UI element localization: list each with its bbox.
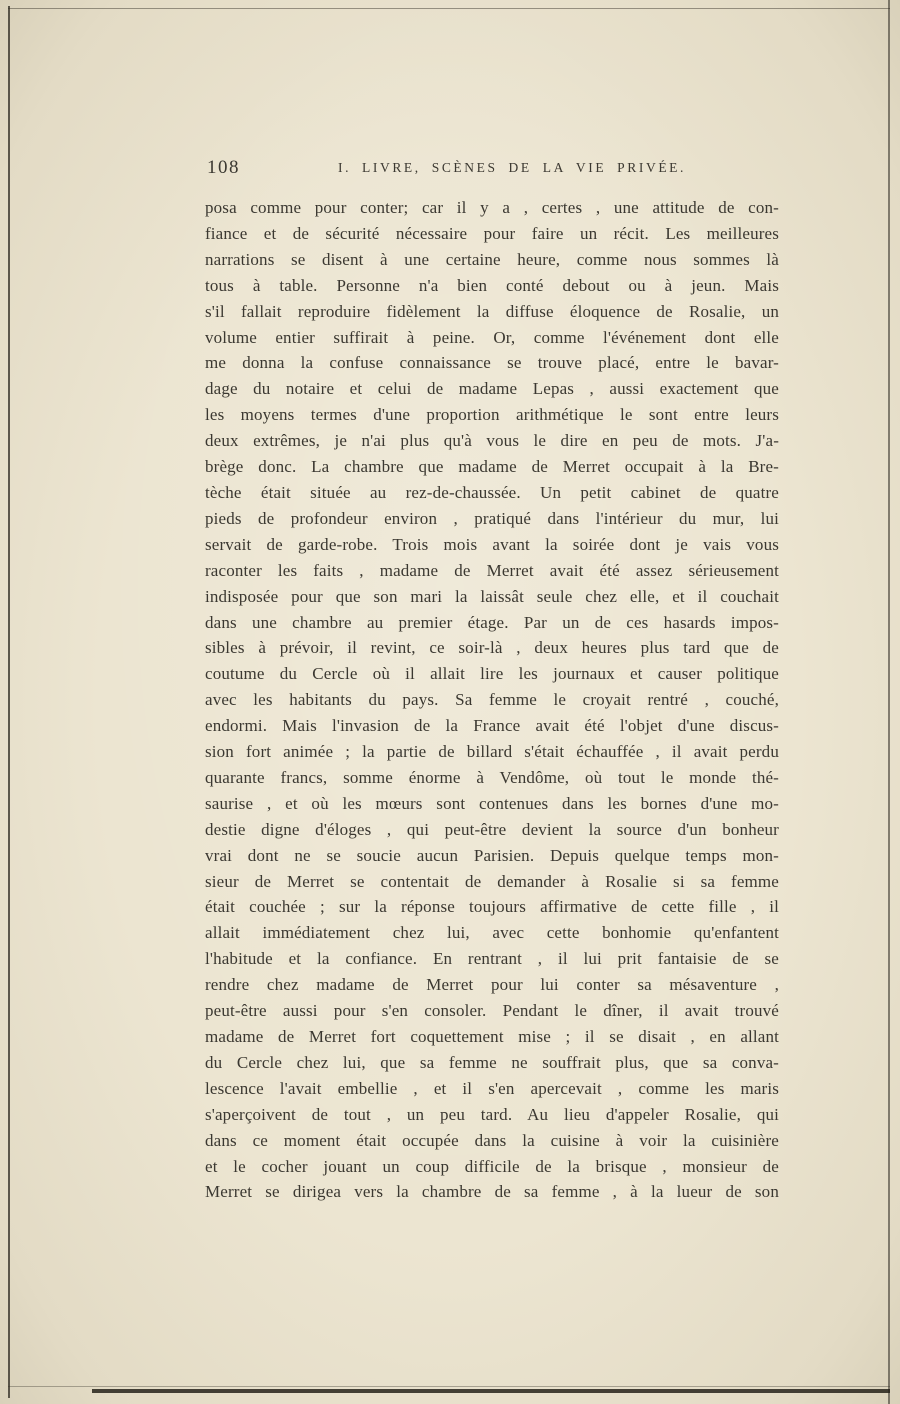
text-line: sibles à prévoir, il revint, ce soir-là , deux heures plus tard que de — [205, 638, 779, 658]
text-line: brège donc. La chambre que madame de Merret occupait à la Bre- — [205, 457, 779, 477]
text-line: tèche était située au rez-de-chaussée. Un petit cabinet de quatre — [205, 482, 779, 502]
text-line: sieur de Merret se contentait de demander à Rosalie si sa femme — [205, 871, 779, 891]
scan-edge-right — [888, 0, 890, 1404]
scan-edge-bottom — [92, 1389, 890, 1393]
scan-edge-bottom-faint — [8, 1386, 890, 1387]
text-line: fiance et de sécurité nécessaire pour faire un récit. Les meilleures — [205, 223, 779, 243]
text-line: s'aperçoivent de tout , un peu tard. Au lieu d'appeler Rosalie, qui — [205, 1104, 779, 1124]
text-line: sion fort animée ; la partie de billard s'était échauffée , il avait perdu — [205, 742, 779, 762]
text-line: saurise , et où les mœurs sont contenues dans les bornes d'une mo- — [205, 793, 779, 813]
text-line: deux extrêmes, je n'ai plus qu'à vous le dire en peu de mots. J'a- — [205, 431, 779, 451]
text-line: s'il fallait reproduire fidèlement la diffuse éloquence de Rosalie, un — [205, 301, 779, 321]
body-text — [205, 195, 779, 1205]
text-line: quarante francs, somme énorme à Vendôme, où tout le monde thé- — [205, 767, 779, 787]
text-line: et le cocher jouant un coup difficile de la brisque , monsieur de — [205, 1156, 779, 1176]
scan-edge-left — [8, 6, 10, 1398]
text-line: dage du notaire et celui de madame Lepas , aussi exactement que — [205, 379, 779, 399]
text-line: volume entier suffirait à peine. Or, comme l'événement dont elle — [205, 327, 779, 347]
text-line: les moyens termes d'une proportion arithmétique le sont entre leurs — [205, 405, 779, 425]
text-line: allait immédiatement chez lui, avec cette bonhomie qu'enfantent — [205, 923, 779, 943]
text-line: posa comme pour conter; car il y a , certes , une attitude de con- — [205, 198, 779, 217]
text-line: servait de garde-robe. Trois mois avant la soirée dont je vais vous — [205, 534, 779, 554]
text-line: raconter les faits , madame de Merret avait été assez sérieusement — [205, 560, 779, 580]
text-line: était couchée ; sur la réponse toujours affirmative de cette fille , il — [205, 897, 779, 917]
text-line: vrai dont ne se soucie aucun Parisien. Depuis quelque temps mon- — [205, 845, 779, 865]
text-line: narrations se disent à une certaine heure, comme nous sommes là — [205, 249, 779, 269]
text-line: Merret se dirigea vers la chambre de sa femme , à la lueur de son — [205, 1182, 779, 1202]
text-line: l'habitude et la confiance. En rentrant , il lui prit fantaisie de se — [205, 949, 779, 969]
text-line: indisposée pour que son mari la laissât seule chez elle, et il couchait — [205, 586, 779, 606]
text-line: avec les habitants du pays. Sa femme le croyait rentré , couché, — [205, 690, 779, 710]
text-line: pieds de profondeur environ , pratiqué dans l'intérieur du mur, lui — [205, 508, 779, 528]
text-line: madame de Merret fort coquettement mise ; il se disait , en allant — [205, 1027, 779, 1046]
text-line: lescence l'avait embellie , et il s'en apercevait , comme les maris — [205, 1078, 779, 1098]
text-line: du Cercle chez lui, que sa femme ne souffrait plus, que sa conva- — [205, 1052, 779, 1072]
text-line: dans ce moment était occupée dans la cuisine à voir la cuisinière — [205, 1130, 779, 1150]
page-number: 108 — [207, 157, 240, 178]
page-header — [205, 156, 779, 182]
running-header: I. LIVRE, SCÈNES DE LA VIE PRIVÉE. — [337, 160, 687, 175]
scan-edge-top — [8, 8, 890, 9]
text-line: me donna la confuse connaissance se trouve placé, entre le bavar- — [205, 353, 779, 373]
text-line: tous à table. Personne n'a bien conté debout ou à jeun. Mais — [205, 275, 779, 295]
text-block — [205, 156, 779, 1205]
text-line: dans une chambre au premier étage. Par un de ces hasards impos- — [205, 612, 779, 632]
text-line: destie digne d'éloges , qui peut-être devient la source d'un bonheur — [205, 819, 779, 839]
text-line: peut-être aussi pour s'en consoler. Pendant le dîner, il avait trouvé — [205, 1001, 779, 1021]
text-line: rendre chez madame de Merret pour lui conter sa mésaventure , — [205, 975, 779, 995]
text-line: coutume du Cercle où il allait lire les journaux et causer politique — [205, 664, 779, 684]
text-line: endormi. Mais l'invasion de la France avait été l'objet d'une discus- — [205, 716, 779, 736]
